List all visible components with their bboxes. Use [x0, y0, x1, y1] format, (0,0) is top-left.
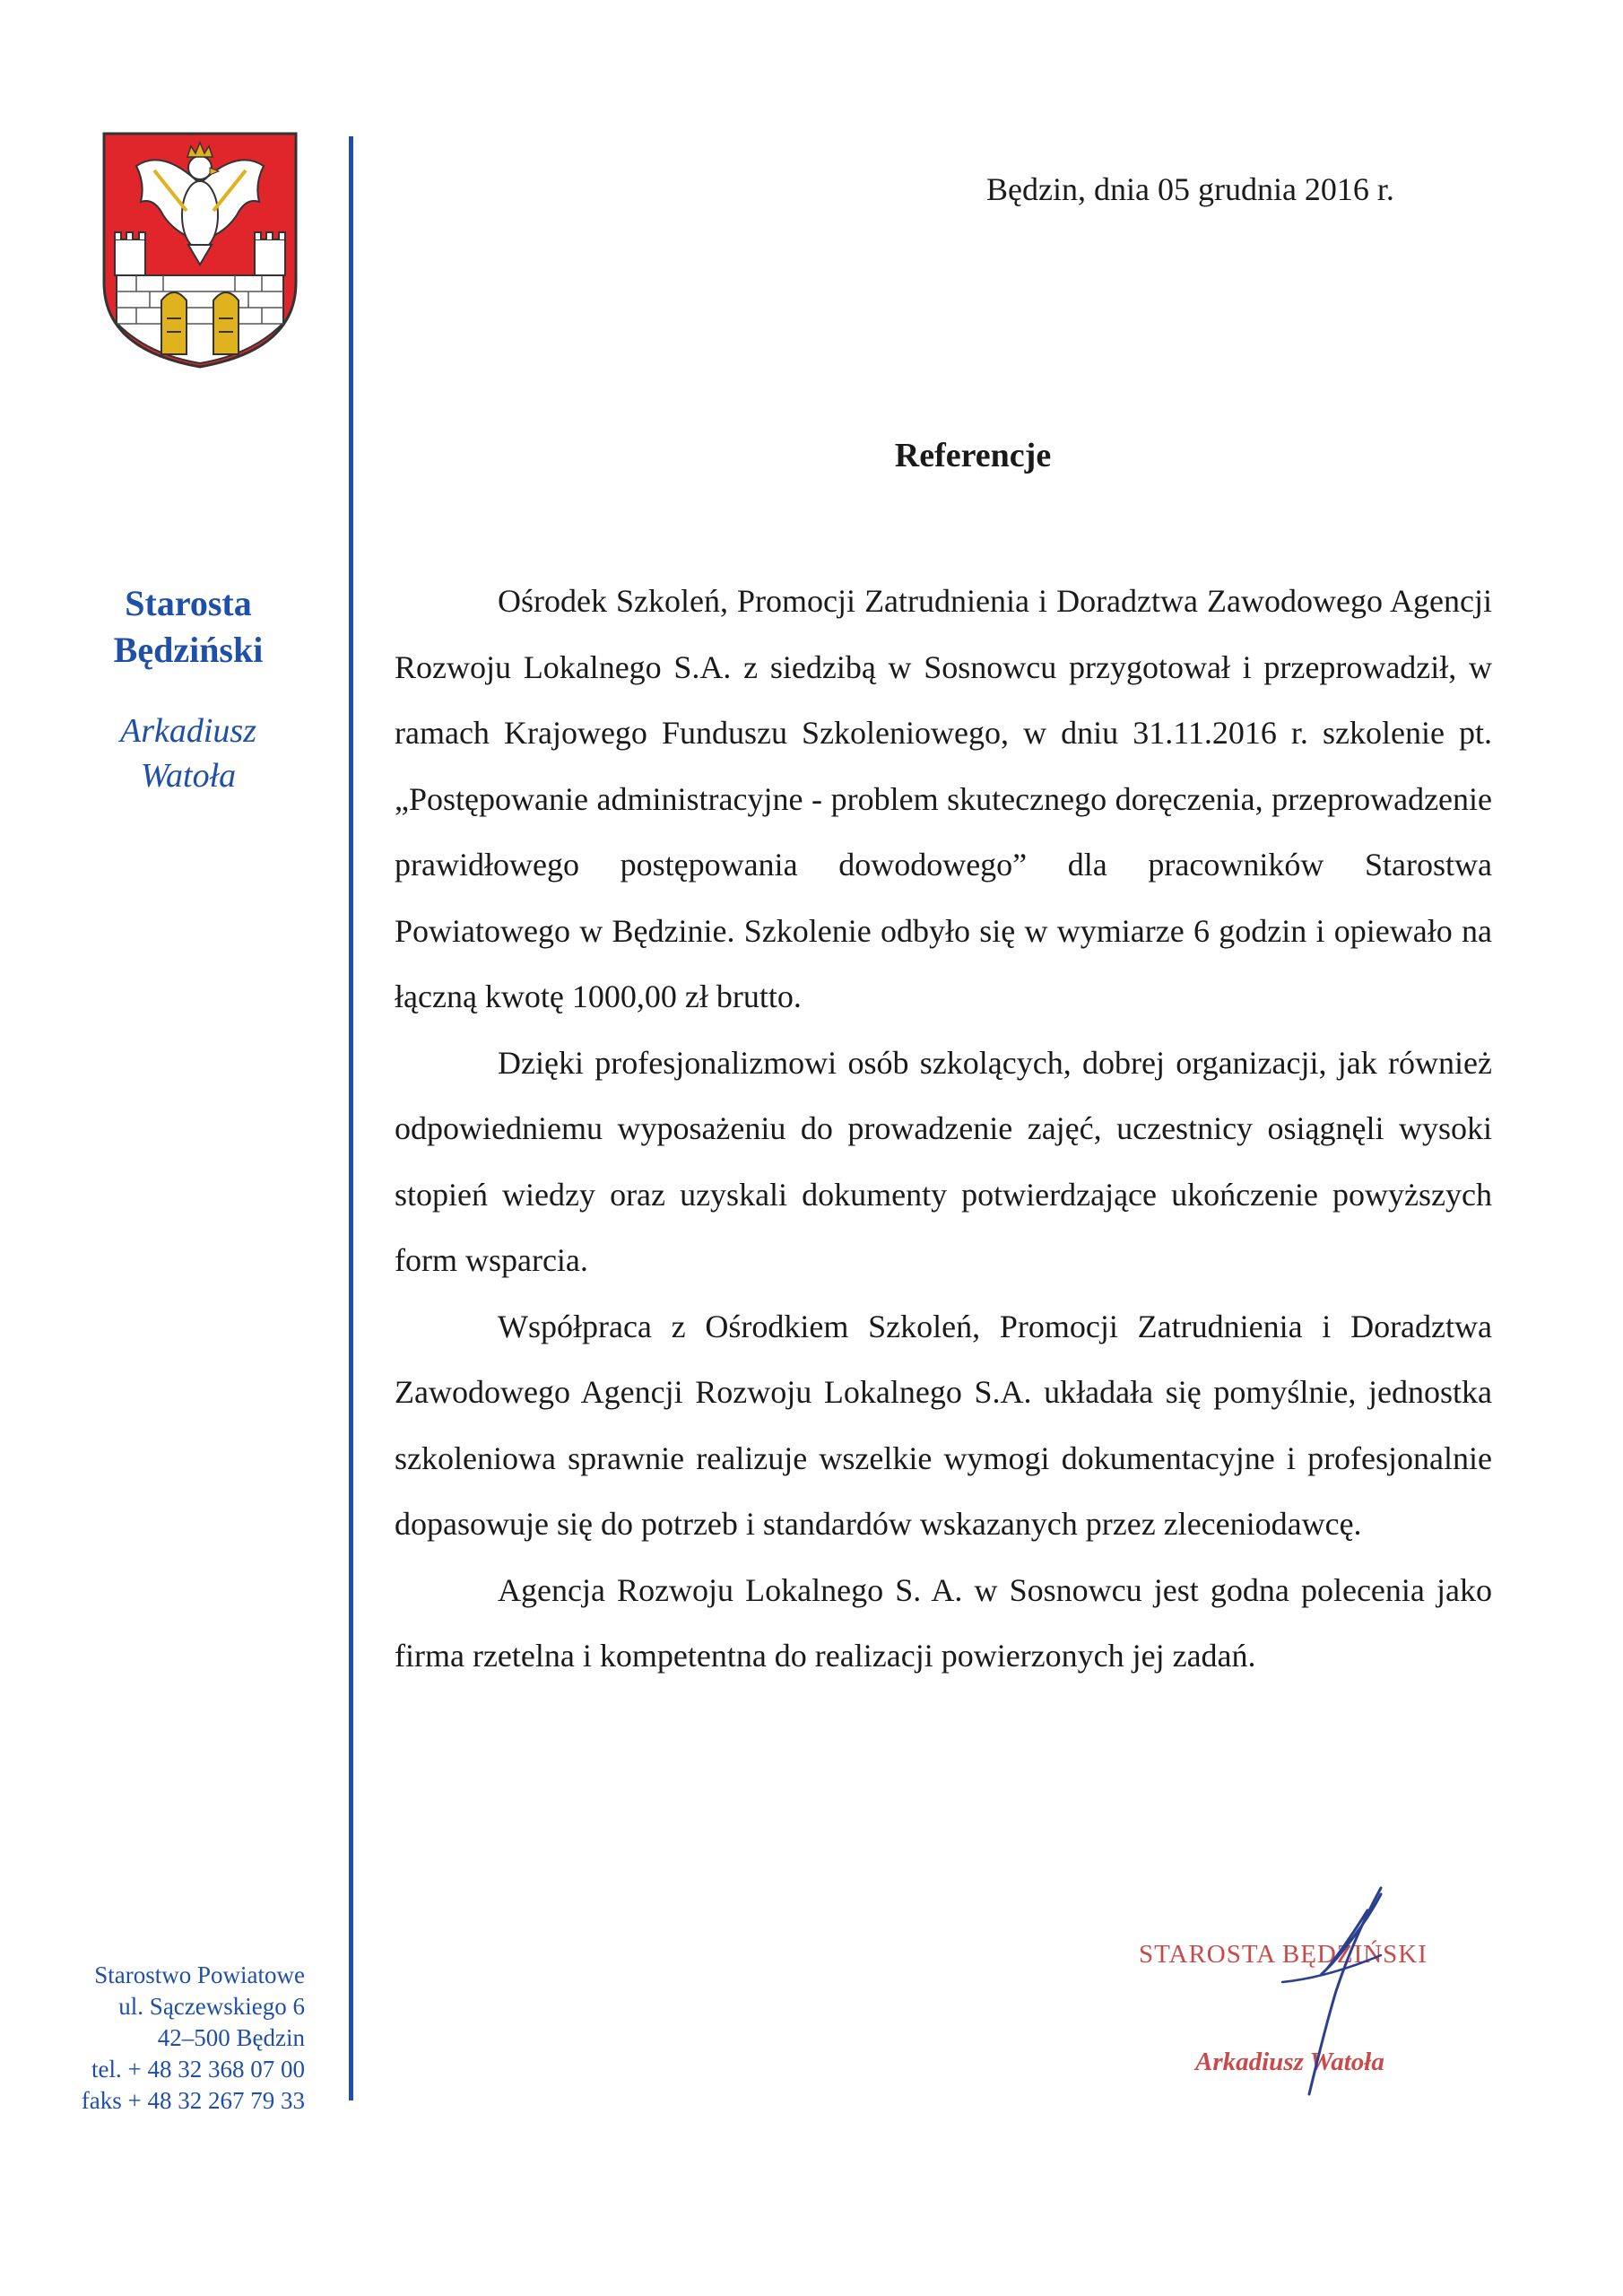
body-paragraph: Dzięki profesjonalizmowi osób szkolących, dobrej organizacji, jak również odpowiedniemu wyposażeniu do prowadzenie zajęć, uczestnicy osiągnęli wysoki stopień wiedzy oraz uzyskali dokumenty potwierdzające ukończenie powyższych form wsparcia. — [395, 1044, 1492, 1278]
signature-icon — [1246, 1883, 1417, 2099]
document-title: Referencje — [894, 437, 1052, 474]
sidebar-divider — [349, 136, 353, 2100]
address-line: 42–500 Będzin — [157, 2024, 305, 2051]
stamp-name: Arkadiusz Watoła — [1195, 2048, 1384, 2076]
body-paragraph: Ośrodek Szkoleń, Promocji Zatrudnienia i Doradztwa Zawodowego Agencji Rozwoju Lokalnego S.A. z siedzibą w Sosnowcu przygotował i przeprowadził, w ramach Krajowego Funduszu Szkoleniowego, w dniu 31.11.2016 r. szkolenie pt. „Postępowanie administracyjne - problem skutecznego doręczenia, przeprowadzenie prawidłowego postępowania dowodowego” dla pracowników Starostwa Powiatowego w Będzinie. Szkolenie odbyło się w wymiarze 6 godzin i opiewało na łączną kwotę 1000,00 zł brutto. — [395, 583, 1492, 1014]
letter-body — [395, 569, 1492, 1690]
sidebar-office-line2: Będziński — [113, 630, 264, 670]
letter-date: Będzin, dnia 05 grudnia 2016 r. — [986, 171, 1394, 207]
stamp-title: STAROSTA BĘDZIŃSKI — [1139, 1940, 1428, 1969]
address-line: Starostwo Powiatowe — [94, 1961, 305, 1988]
body-paragraph: Agencja Rozwoju Lokalnego S. A. w Sosnowcu jest godna polecenia jako firma rzetelna i kompetentna do realizacji powierzonych jej zadań. — [395, 1571, 1492, 1674]
sidebar-person-line1: Arkadiusz — [120, 712, 256, 750]
address-block — [54, 1960, 305, 2117]
address-fax: faks + 48 32 267 79 33 — [81, 2087, 305, 2114]
sidebar-person-line2: Watoła — [140, 757, 237, 795]
sidebar-office-line1: Starosta — [125, 583, 252, 623]
coat-of-arms-icon — [100, 130, 299, 370]
address-phone: tel. + 48 32 368 07 00 — [91, 2056, 305, 2083]
body-paragraph: Współpraca z Ośrodkiem Szkoleń, Promocji Zatrudnienia i Doradztwa Zawodowego Agencji Rozwoju Lokalnego S.A. układała się pomyślnie, jednostka szkoleniowa sprawnie realizuje wszelkie wymogi dokumentacyjne i profesjonalnie dopasowuje się do potrzeb i standardów wskazanych przez zleceniodawcę. — [395, 1308, 1492, 1542]
address-line: ul. Sączewskiego 6 — [118, 1993, 305, 2020]
